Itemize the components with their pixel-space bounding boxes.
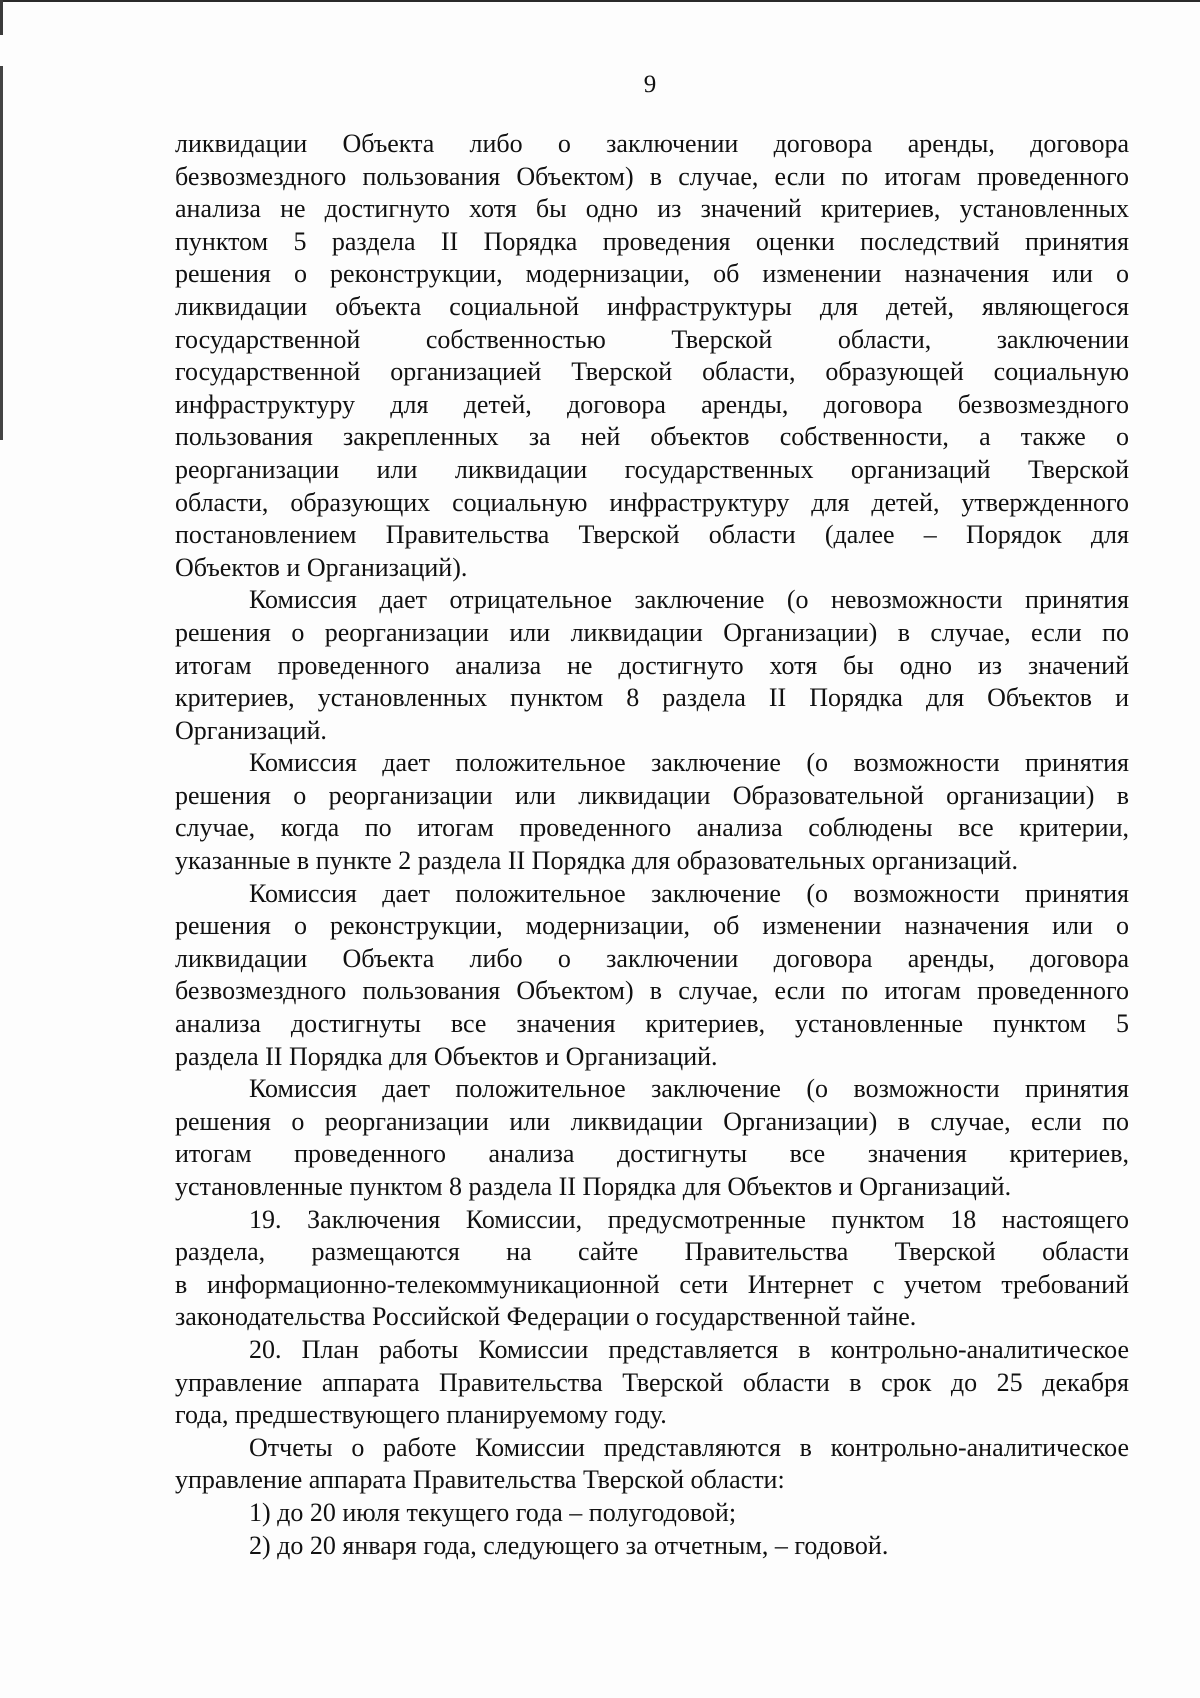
- text-line: безвозмездного пользования Объектом) в случае, если по итогам проведенного: [175, 976, 1129, 1006]
- text-line: 2) до 20 января года, следующего за отчетным, – годовой.: [249, 1530, 889, 1560]
- text-line: инфраструктуру для детей, договора аренды, договора безвозмездного: [175, 389, 1129, 419]
- text-line: 1) до 20 июля текущего года – полугодовой;: [249, 1497, 737, 1527]
- text-line: анализа не достигнуто хотя бы одно из значений критериев, установленных: [175, 194, 1129, 224]
- text-line: Комиссия дает положительное заключение (о возможности принятия: [249, 748, 1129, 778]
- text-line: реорганизации или ликвидации государственных организаций Тверской: [175, 454, 1129, 484]
- text-line: решения о реконструкции, модернизации, об изменении назначения или о: [175, 259, 1129, 289]
- text-line: решения о реорганизации или ликвидации Организации) в случае, если по: [175, 1106, 1129, 1136]
- scan-top-border: [0, 0, 1200, 2]
- text-line: итогам проведенного анализа не достигнуто хотя бы одно из значений: [175, 650, 1129, 680]
- text-line: Объектов и Организаций).: [175, 552, 468, 582]
- text-line: государственной организацией Тверской области, образующей социальную: [175, 357, 1129, 387]
- text-line: решения о реконструкции, модернизации, об изменении назначения или о: [175, 911, 1129, 941]
- document-body: [175, 128, 1129, 1562]
- text-line: решения о реорганизации или ликвидации Образовательной организации) в: [175, 780, 1129, 810]
- page-number: 9: [643, 71, 657, 98]
- text-line: случае, когда по итогам проведенного анализа соблюдены все критерии,: [175, 813, 1129, 843]
- text-line: постановлением Правительства Тверской области (далее – Порядок для: [175, 520, 1129, 550]
- text-line: Комиссия дает отрицательное заключение (о невозможности принятия: [249, 585, 1129, 615]
- text-line: года, предшествующего планируемому году.: [175, 1400, 667, 1430]
- text-line: в информационно-телекоммуникационной сети Интернет с учетом требований: [175, 1269, 1129, 1299]
- text-line: пользования закрепленных за ней объектов собственности, а также о: [175, 422, 1129, 452]
- scan-left-edge: [0, 0, 3, 440]
- text-line: безвозмездного пользования Объектом) в случае, если по итогам проведенного: [175, 161, 1129, 191]
- text-line: указанные в пункте 2 раздела II Порядка для образовательных организаций.: [175, 846, 1018, 876]
- text-line: управление аппарата Правительства Тверской области в срок до 25 декабря: [175, 1367, 1129, 1397]
- text-line: 19. Заключения Комиссии, предусмотренные пунктом 18 настоящего: [249, 1204, 1129, 1234]
- text-line: критериев, установленных пунктом 8 раздела II Порядка для Объектов и: [175, 683, 1129, 713]
- text-line: итогам проведенного анализа достигнуты все значения критериев,: [175, 1139, 1129, 1169]
- text-line: установленные пунктом 8 раздела II Порядка для Объектов и Организаций.: [175, 1172, 1012, 1201]
- text-line: раздела, размещаются на сайте Правительства Тверской области: [175, 1237, 1129, 1267]
- text-line: пунктом 5 раздела II Порядка проведения оценки последствий принятия: [175, 226, 1129, 256]
- text-line: законодательства Российской Федерации о государственной тайне.: [175, 1302, 917, 1332]
- text-line: ликвидации Объекта либо о заключении договора аренды, договора: [175, 129, 1129, 158]
- text-line: решения о реорганизации или ликвидации Организации) в случае, если по: [175, 617, 1129, 647]
- text-line: государственной собственностью Тверской области, заключении: [175, 324, 1129, 354]
- text-line: анализа достигнуты все значения критериев, установленные пунктом 5: [175, 1009, 1129, 1039]
- text-line: 20. План работы Комиссии представляется в контрольно-аналитическое: [249, 1334, 1129, 1364]
- text-line: области, образующих социальную инфраструктуру для детей, утвержденного: [175, 487, 1129, 517]
- text-line: Комиссия дает положительное заключение (о возможности принятия: [249, 878, 1129, 908]
- text-line: ликвидации Объекта либо о заключении договора аренды, договора: [175, 943, 1129, 973]
- text-line: Организаций.: [175, 715, 327, 745]
- text-line: раздела II Порядка для Объектов и Организаций.: [175, 1041, 718, 1071]
- text-line: ликвидации объекта социальной инфраструктуры для детей, являющегося: [175, 291, 1129, 321]
- text-line: Комиссия дает положительное заключение (о возможности принятия: [249, 1074, 1129, 1104]
- text-line: Отчеты о работе Комиссии представляются в контрольно-аналитическое: [249, 1432, 1129, 1462]
- text-line: управление аппарата Правительства Тверской области:: [175, 1465, 785, 1495]
